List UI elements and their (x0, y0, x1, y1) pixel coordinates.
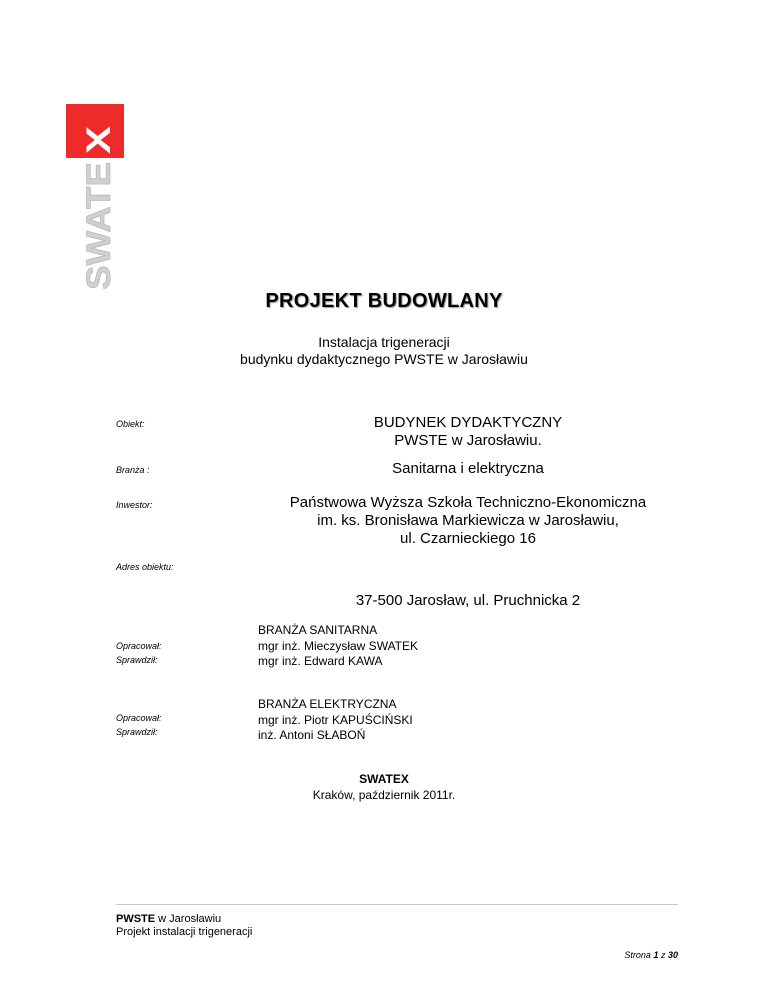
obiekt-label: Obiekt: (116, 419, 145, 429)
footer-divider (116, 904, 678, 905)
subtitle (0, 334, 768, 368)
firm-place-date: Kraków, październik 2011r. (312, 788, 456, 802)
obiekt-value (218, 414, 718, 450)
elektryczna-opracowal: mgr inż. Piotr KAPUŚCIŃSKI (258, 712, 413, 727)
footer-project: Projekt instalacji trigeneracji (116, 926, 253, 938)
branza-label: Branża : (116, 465, 150, 475)
sanitarna-block (258, 623, 418, 670)
logo-text-x: X (80, 131, 118, 154)
inwestor-line: Państwowa Wyższa Szkoła Techniczno-Ekonomiczna (289, 494, 647, 511)
elektryczna-block (258, 697, 413, 744)
inwestor-line: im. ks. Bronisława Markiewicza w Jarosławiu, (317, 512, 619, 529)
branza-value: Sanitarna i elektryczna (392, 460, 544, 477)
page-sep: z (658, 950, 668, 960)
inwestor-value (218, 494, 718, 548)
page-total: 30 (667, 950, 678, 960)
footer-org-bold: PWSTE (116, 913, 156, 925)
page-title: PROJEKT BUDOWLANY (265, 290, 503, 312)
sanitarna-sprawdzil: mgr inż. Edward KAWA (258, 654, 383, 668)
elektryczna-header: BRANŻA ELEKTRYCZNA (258, 697, 397, 711)
inwestor-line: ul. Czarnieckiego 16 (400, 530, 536, 547)
sanitarna-opracowal: mgr inż. Mieczysław SWATEK (258, 638, 419, 653)
subtitle-line: budynku dydaktycznego PWSTE w Jarosławiu (240, 351, 528, 367)
inwestor-label: Inwestor: (116, 500, 153, 510)
page-current: 1 (653, 950, 659, 960)
adres-label: Adres obiektu: (116, 562, 174, 572)
footer (116, 913, 252, 939)
footer-org-rest: w Jarosławiu (155, 913, 222, 925)
elektryczna-opracowal-label: Opracował: (116, 713, 162, 723)
sanitarna-header: BRANŻA SANITARNA (258, 623, 378, 637)
elektryczna-sprawdzil-label: Sprawdził: (116, 727, 158, 737)
page-number (600, 950, 678, 960)
firm-name: SWATEX (359, 772, 409, 786)
logo-text-swate: SWATE (80, 171, 118, 290)
obiekt-line: PWSTE w Jarosławiu. (394, 432, 542, 449)
sanitarna-sprawdzil-label: Sprawdził: (116, 655, 158, 665)
obiekt-line: BUDYNEK DYDAKTYCZNY (373, 414, 563, 431)
footer-org (116, 913, 252, 926)
page-prefix: Strona (624, 950, 654, 960)
firm-block (0, 771, 768, 803)
elektryczna-sprawdzil: inż. Antoni SŁABOŃ (258, 728, 366, 742)
adres-value: 37-500 Jarosław, ul. Pruchnicka 2 (355, 592, 581, 609)
subtitle-line: Instalacja trigeneracji (318, 334, 450, 350)
swatex-logo (66, 104, 124, 294)
sanitarna-opracowal-label: Opracował: (116, 641, 162, 651)
